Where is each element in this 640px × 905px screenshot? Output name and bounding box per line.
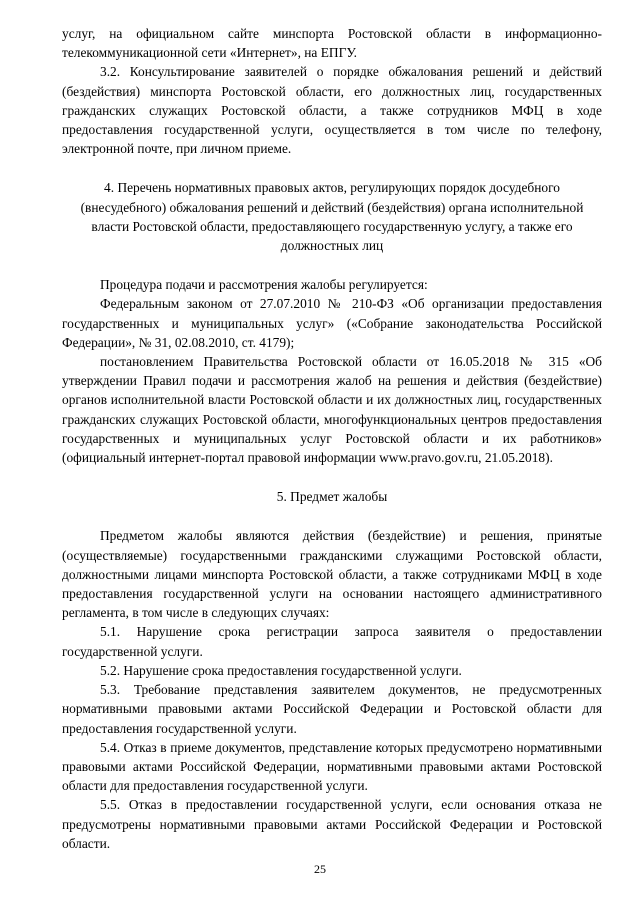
- section-4-heading: 4. Перечень нормативных правовых актов, регулирующих порядок досудебного (внесудебного) обжалования решений и действий (бездействия) органа исполнительной власти Ростовской области, предоставляющего государственную услугу, а также его должностных лиц: [80, 180, 584, 254]
- spacer: [62, 467, 602, 487]
- spacer: [62, 158, 602, 178]
- spacer: [62, 255, 602, 275]
- section-4-paragraph: постановлением Правительства Ростовской области от 16.05.2018 № 315 «Об утверждении Правил подачи и рассмотрения жалоб на решения и действия (бездействие) органов исполнительной власти Ростовской области и их должностных лиц, государственных гражданских служащих Ростовской области, многофункциональных центров предоставления государственных и муниципальных услуг Ростовской области и их работников» (официальный интернет-портал правовой информации www.pravo.gov.ru, 21.05.2018).: [62, 354, 602, 466]
- spacer: [62, 506, 602, 526]
- document-body: [62, 24, 602, 853]
- section-5-paragraph: 5.1. Нарушение срока регистрации запроса заявителя о предоставлении государственной услуги.: [62, 624, 602, 659]
- section-5-heading: 5. Предмет жалобы: [276, 489, 388, 505]
- paragraph-continuation: услуг, на официальном сайте минспорта Ростовской области в информационно-телекоммуникационной сети «Интернет», на ЕПГУ.: [62, 26, 602, 61]
- page-number: 25: [314, 862, 326, 876]
- section-5-paragraph: 5.2. Нарушение срока предоставления государственной услуги.: [100, 662, 462, 678]
- section-5-paragraph: 5.5. Отказ в предоставлении государственной услуги, если основания отказа не предусмотрены нормативными правовыми актами Российской Федерации и Ростовской области.: [62, 797, 602, 851]
- section-5-paragraph: Предметом жалобы являются действия (бездействие) и решения, принятые (осуществляемые) государственными гражданскими служащими Ростовской области, должностными лицами минспорта Ростовской области, а также сотрудниками МФЦ в ходе предоставления государственной услуги на основании настоящего административного регламента, в том числе в следующих случаях:: [62, 528, 602, 621]
- paragraph-3-2: 3.2. Консультирование заявителей о порядке обжалования решений и действий (бездействия) минспорта Ростовской области, его должностных лиц, государственных гражданских служащих Ростовской области, а также сотрудников МФЦ в ходе предоставления государственной услуги, осуществляется в том числе по телефону, электронной почте, при личном приеме.: [62, 64, 602, 157]
- section-4-paragraph: Федеральным законом от 27.07.2010 № 210-ФЗ «Об организации предоставления государственных и муниципальных услуг» («Собрание законодательства Российской Федерации», № 31, 02.08.2010, ст. 4179);: [62, 296, 602, 350]
- section-5-paragraph: 5.4. Отказ в приеме документов, представление которых предусмотрено нормативными правовыми актами Российской Федерации, нормативными правовыми актами Ростовской области для предоставления государственной услуги.: [62, 739, 602, 794]
- section-5-paragraph: 5.3. Требование представления заявителем документов, не предусмотренных нормативными правовыми актами Российской Федерации и Ростовской области для предоставления государственной услуги.: [62, 682, 602, 736]
- section-4-paragraph: Процедура подачи и рассмотрения жалобы регулируется:: [100, 277, 428, 293]
